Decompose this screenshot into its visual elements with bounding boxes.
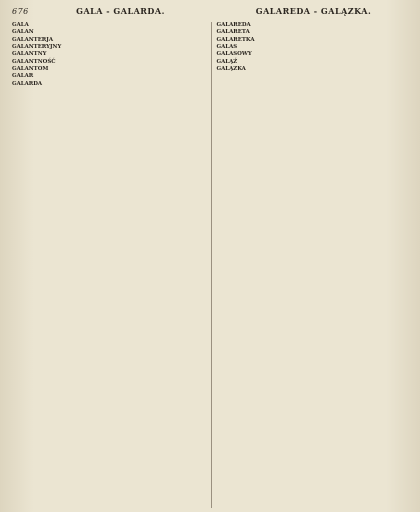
dictionary-entry [217, 44, 411, 50]
entry-headword: GALAS [216, 44, 238, 51]
right-column [212, 22, 411, 508]
dictionary-entry [12, 37, 206, 43]
entry-headword: GALASOWY [216, 51, 252, 58]
dictionary-entry [12, 73, 206, 79]
running-head-right [211, 6, 410, 16]
dictionary-entry [12, 59, 206, 65]
entry-headword: GALANTOM [12, 66, 49, 73]
left-column [12, 22, 211, 508]
dictionary-entry [217, 66, 411, 72]
entry-headword: GALANTERJA [12, 36, 54, 43]
guide-words-left: GALA - GALARDA. [76, 6, 165, 16]
entry-headword: GALAR [12, 73, 34, 80]
dictionary-entry [12, 66, 206, 72]
running-head [12, 6, 410, 20]
dictionary-entry [217, 29, 411, 35]
text-columns [12, 22, 410, 508]
entry-headword: GALA [12, 22, 29, 28]
dictionary-entry [12, 44, 206, 50]
dictionary-entry [217, 37, 411, 43]
entry-headword: GALANTNOŚĆ [12, 58, 56, 65]
page-number: 676 [12, 7, 29, 16]
entry-headword: GALAREDA [216, 22, 251, 28]
dictionary-entry [12, 22, 206, 28]
entry-headword: GALARDA [12, 80, 43, 87]
dictionary-entry [12, 29, 206, 35]
entry-headword: GALANTNY [12, 51, 47, 58]
entry-headword: GALANTERYJNY [12, 44, 62, 51]
dictionary-entry [12, 51, 206, 57]
dictionary-entry [217, 59, 411, 65]
dictionary-entry [217, 51, 411, 57]
dictionary-entry [217, 22, 411, 28]
entry-headword: GALAN [12, 29, 34, 36]
guide-words-right: GALAREDA - GALĄZKA. [255, 6, 372, 16]
entry-headword: GALARETKA [216, 36, 255, 43]
dictionary-entry [12, 81, 206, 87]
entry-headword: GALĄZKA [216, 66, 246, 73]
entry-headword: GALĄŹ [216, 58, 238, 65]
entry-headword: GALARETA [216, 29, 250, 36]
running-head-left [12, 6, 211, 16]
